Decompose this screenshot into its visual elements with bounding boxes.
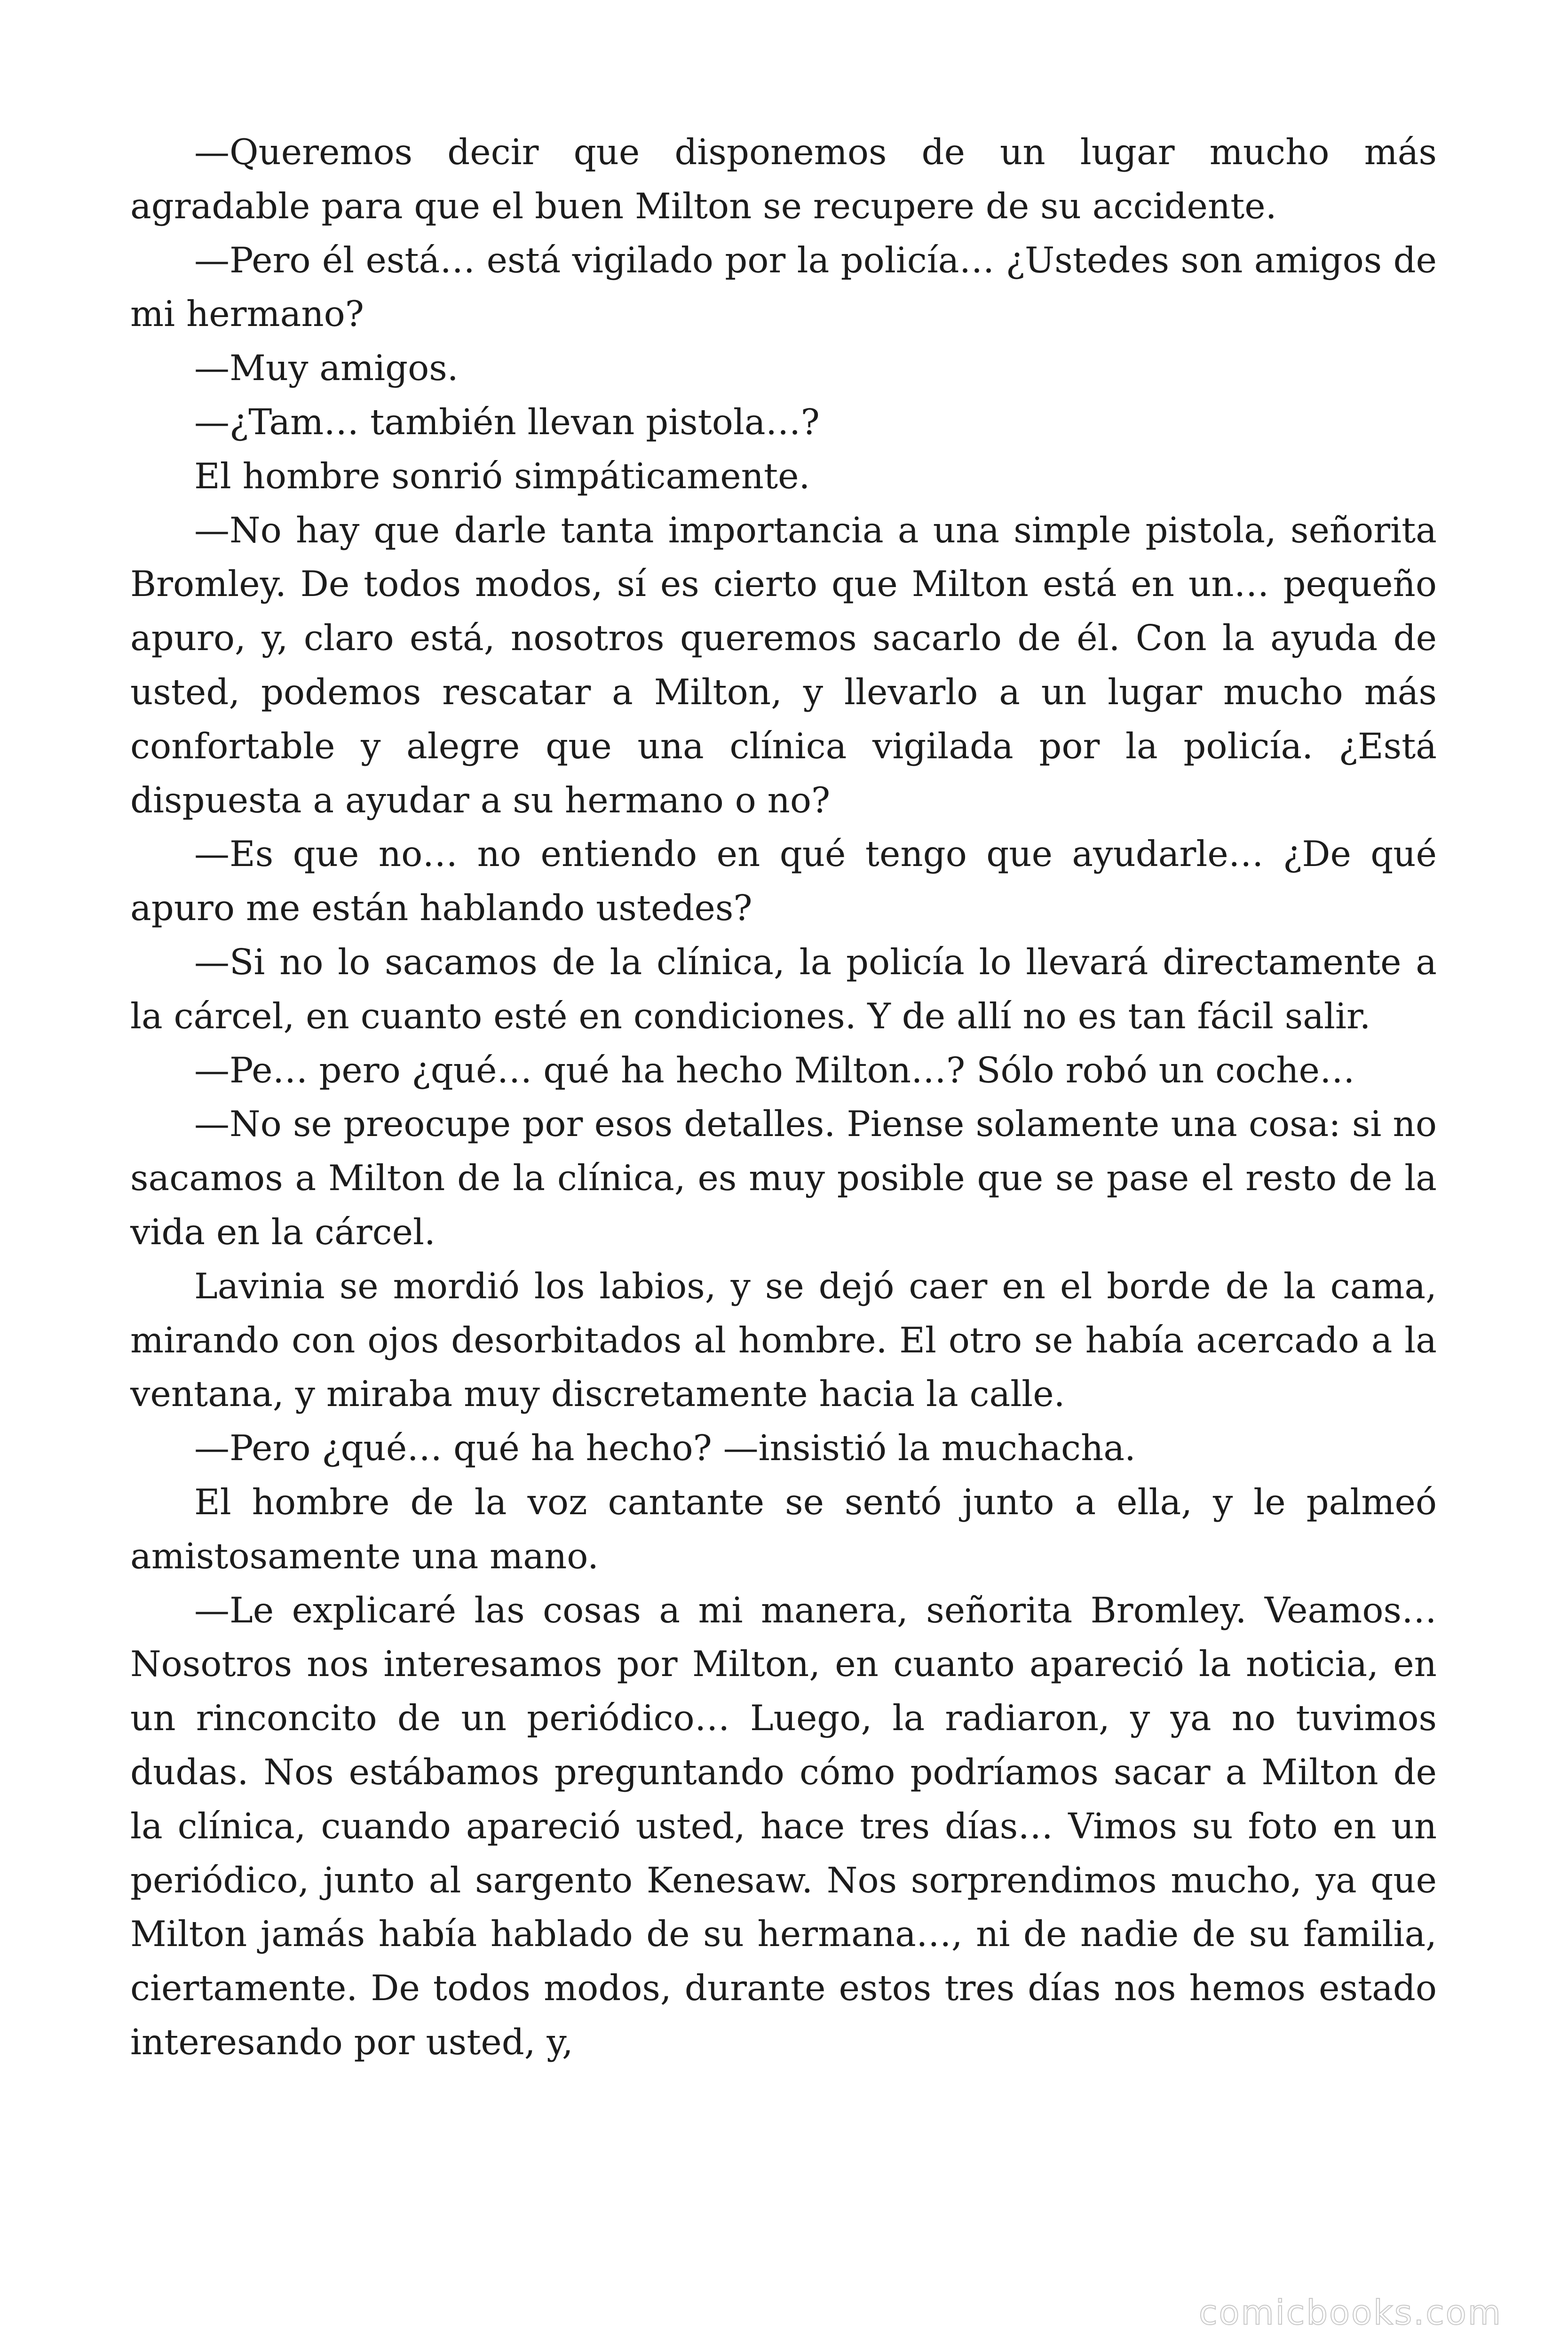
paragraph: El hombre sonrió simpáticamente. xyxy=(194,455,810,497)
paragraph: —No hay que darle tanta importancia a una simple pistola, señorita Bromley. De todos modos, sí es cierto que Milton está en un… pequeño apuro, y, claro está, nosotros queremos sacarlo de él. Con la ayuda de usted, podemos rescatar a Milton, y llevarlo a un lugar mucho más confortable y alegre que una clínica vigilada por la policía. ¿Está dispuesta a ayudar a su hermano o no? xyxy=(130,509,1437,821)
watermark: comicbooks.com xyxy=(1198,2293,1502,2332)
paragraph: —Pero él está… está vigilado por la policía… ¿Ustedes son amigos de mi hermano? xyxy=(130,239,1437,335)
body-text xyxy=(130,125,1437,2069)
paragraph: Lavinia se mordió los labios, y se dejó caer en el borde de la cama, mirando con ojos desorbitados al hombre. El otro se había acercado a la ventana, y miraba muy discretamente hacia la calle. xyxy=(130,1265,1437,1415)
paragraph: —Pe… pero ¿qué… qué ha hecho Milton…? Sólo robó un coche… xyxy=(194,1049,1355,1091)
paragraph: —Le explicaré las cosas a mi manera, señorita Bromley. Veamos… Nosotros nos interesamos por Milton, en cuanto apareció la noticia, en un rinconcito de un periódico… Luego, la radiaron, y ya no tuvimos dudas. Nos estábamos preguntando cómo podríamos sacar a Milton de la clínica, cuando apareció usted, hace tres días… Vimos su foto en un periódico, junto al sargento Kenesaw. Nos sorprendimos mucho, ya que Milton jamás había hablado de su hermana…, ni de nadie de su familia, ciertamente. De todos modos, durante estos tres días nos hemos estado interesando por usted, y, xyxy=(130,1589,1437,2063)
paragraph: —¿Tam… también llevan pistola…? xyxy=(194,401,820,443)
paragraph: —Es que no… no entiendo en qué tengo que ayudarle… ¿De qué apuro me están hablando ustedes? xyxy=(130,833,1437,929)
paragraph: —Pero ¿qué… qué ha hecho? —insistió la muchacha. xyxy=(194,1427,1136,1469)
paragraph: —No se preocupe por esos detalles. Piense solamente una cosa: si no sacamos a Milton de la clínica, es muy posible que se pase el resto de la vida en la cárcel. xyxy=(130,1103,1437,1253)
paragraph: —Muy amigos. xyxy=(194,347,459,389)
paragraph: —Si no lo sacamos de la clínica, la policía lo llevará directamente a la cárcel, en cuanto esté en condiciones. Y de allí no es tan fácil salir. xyxy=(130,941,1437,1037)
paragraph: El hombre de la voz cantante se sentó junto a ella, y le palmeó amistosamente una mano. xyxy=(130,1481,1437,1577)
paragraph: —Queremos decir que disponemos de un lugar mucho más agradable para que el buen Milton se recupere de su accidente. xyxy=(130,131,1437,227)
